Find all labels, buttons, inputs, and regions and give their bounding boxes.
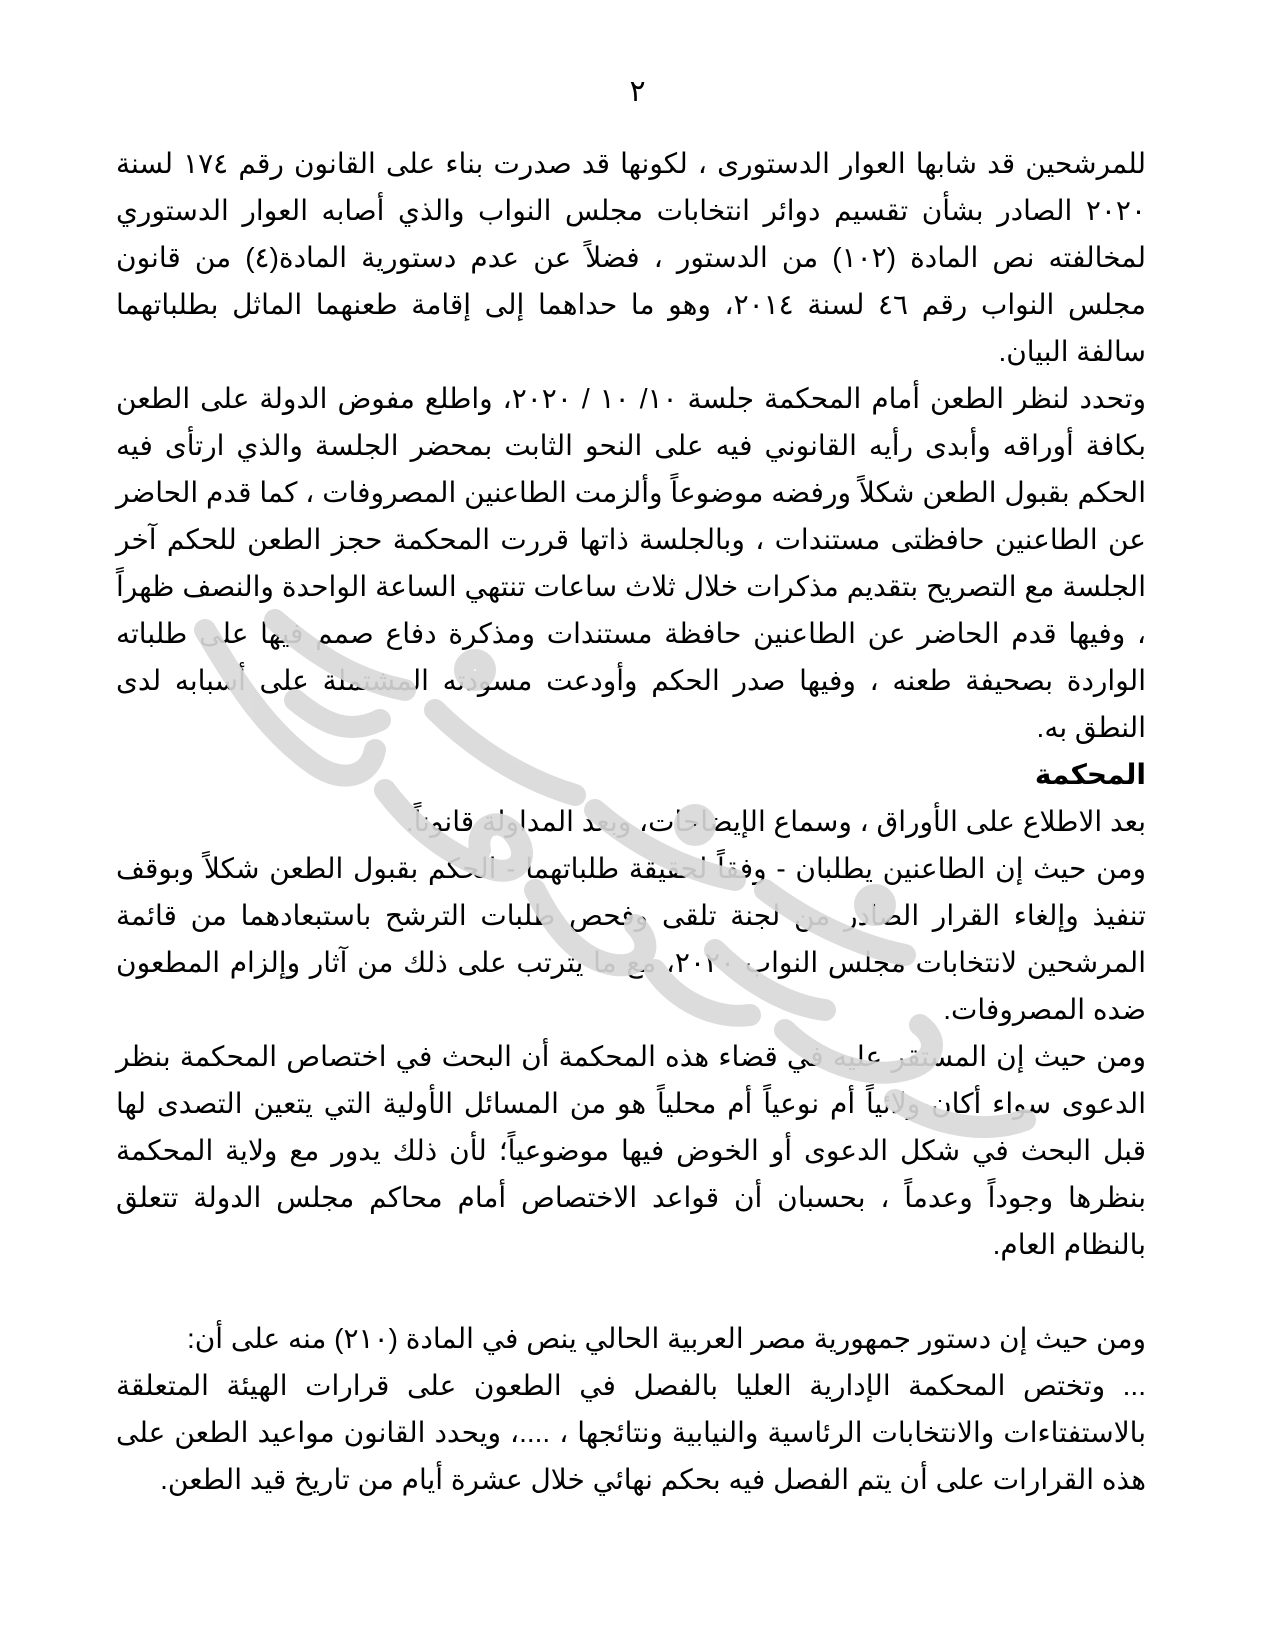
paragraph-gap: [116, 1268, 1146, 1315]
paragraph-proceedings: وتحدد لنظر الطعن أمام المحكمة جلسة ١٠/ ١٠ / ٢٠٢٠، واطلع مفوض الدولة على الطعن بكافة أوراقه وأبدى رأيه القانوني فيه على النحو الثابت بمحضر الجلسة والذي ارتأى فيه الحكم بقبول الطعن شكلاً ورفضه موضوعاً وألزمت الطاعنين المصروفات ، كما قدم الحاضر عن الطاعنين حافظتى مستندات ، وبالجلسة ذاتها قررت المحكمة حجز الطعن للحكم آخر الجلسة مع التصريح بتقديم مذكرات خلال ثلاث ساعات تنتهي الساعة الواحدة والنصف ظهراً ، وفيها قدم الحاضر عن الطاعنين حافظة مستندات ومذكرة دفاع صمم فيها على طلباته الواردة بصحيفة طعنه ، وفيها صدر الحكم وأودعت مسودته المشتملة على أسبابه لدى النطق به.: [116, 383, 1146, 743]
paragraph-jurisdiction: ومن حيث إن المستقر عليه في قضاء هذه المحكمة أن البحث في اختصاص المحكمة بنظر الدعوى سواء أكان ولائياً أم نوعياً أم محلياً هو من المسائل الأولية التي يتعين التصدى لها قبل البحث في شكل الدعوى أو الخوض فيها موضوعياً؛ لأن ذلك يدور مع ولاية المحكمة بنظرها وجوداً وعدماً ، بحسبان أن قواعد الاختصاص أمام محاكم مجلس الدولة تتعلق بالنظام العام.: [116, 1041, 1146, 1260]
section-heading: المحكمة: [1034, 759, 1146, 790]
paragraph-review: بعد الاطلاع على الأوراق ، وسماع الإيضاحات، وبعد المداولة قانوناً.: [405, 806, 1146, 837]
paragraph-requests: ومن حيث إن الطاعنين يطلبان - وفقاً لحقيقة طلباتهما - الحكم بقبول الطعن شكلاً وبوقف تنفيذ وإلغاء القرار الصادر من لجنة تلقى وفحص طلبات الترشح باستبعادهما من قائمة المرشحين لانتخابات مجلس النواب ٢٠٢٠، مع ما يترتب على ذلك من آثار وإلزام المطعون ضده المصروفات.: [116, 853, 1146, 1025]
paragraph-constitution-quote: ... وتختص المحكمة الإدارية العليا بالفصل في الطعون على قرارات الهيئة المتعلقة بالاستفتاءات والانتخابات الرئاسية والنيابية ونتائجها ، ....، ويحدد القانون مواعيد الطعن على هذه القرارات على أن يتم الفصل فيه بحكم نهائي خلال عشرة أيام من تاريخ قيد الطعن.: [116, 1370, 1146, 1495]
paragraph-constitution: ومن حيث إن دستور جمهورية مصر العربية الحالي ينص في المادة (٢١٠) منه على أن:: [186, 1323, 1146, 1354]
document-body: [116, 140, 1146, 1503]
paragraph-intro: للمرشحين قد شابها العوار الدستورى ، لكونها قد صدرت بناء على القانون رقم ١٧٤ لسنة ٢٠٢٠ الصادر بشأن تقسيم دوائر انتخابات مجلس النواب والذي أصابه العوار الدستوري لمخالفته نص المادة (١٠٢) من الدستور ، فضلاً عن عدم دستورية المادة(٤) من قانون مجلس النواب رقم ٤٦ لسنة ٢٠١٤، وهو ما حداهما إلى إقامة طعنهما الماثل بطلباتهما سالفة البيان.: [116, 148, 1147, 367]
page-number: ٢: [629, 75, 646, 108]
